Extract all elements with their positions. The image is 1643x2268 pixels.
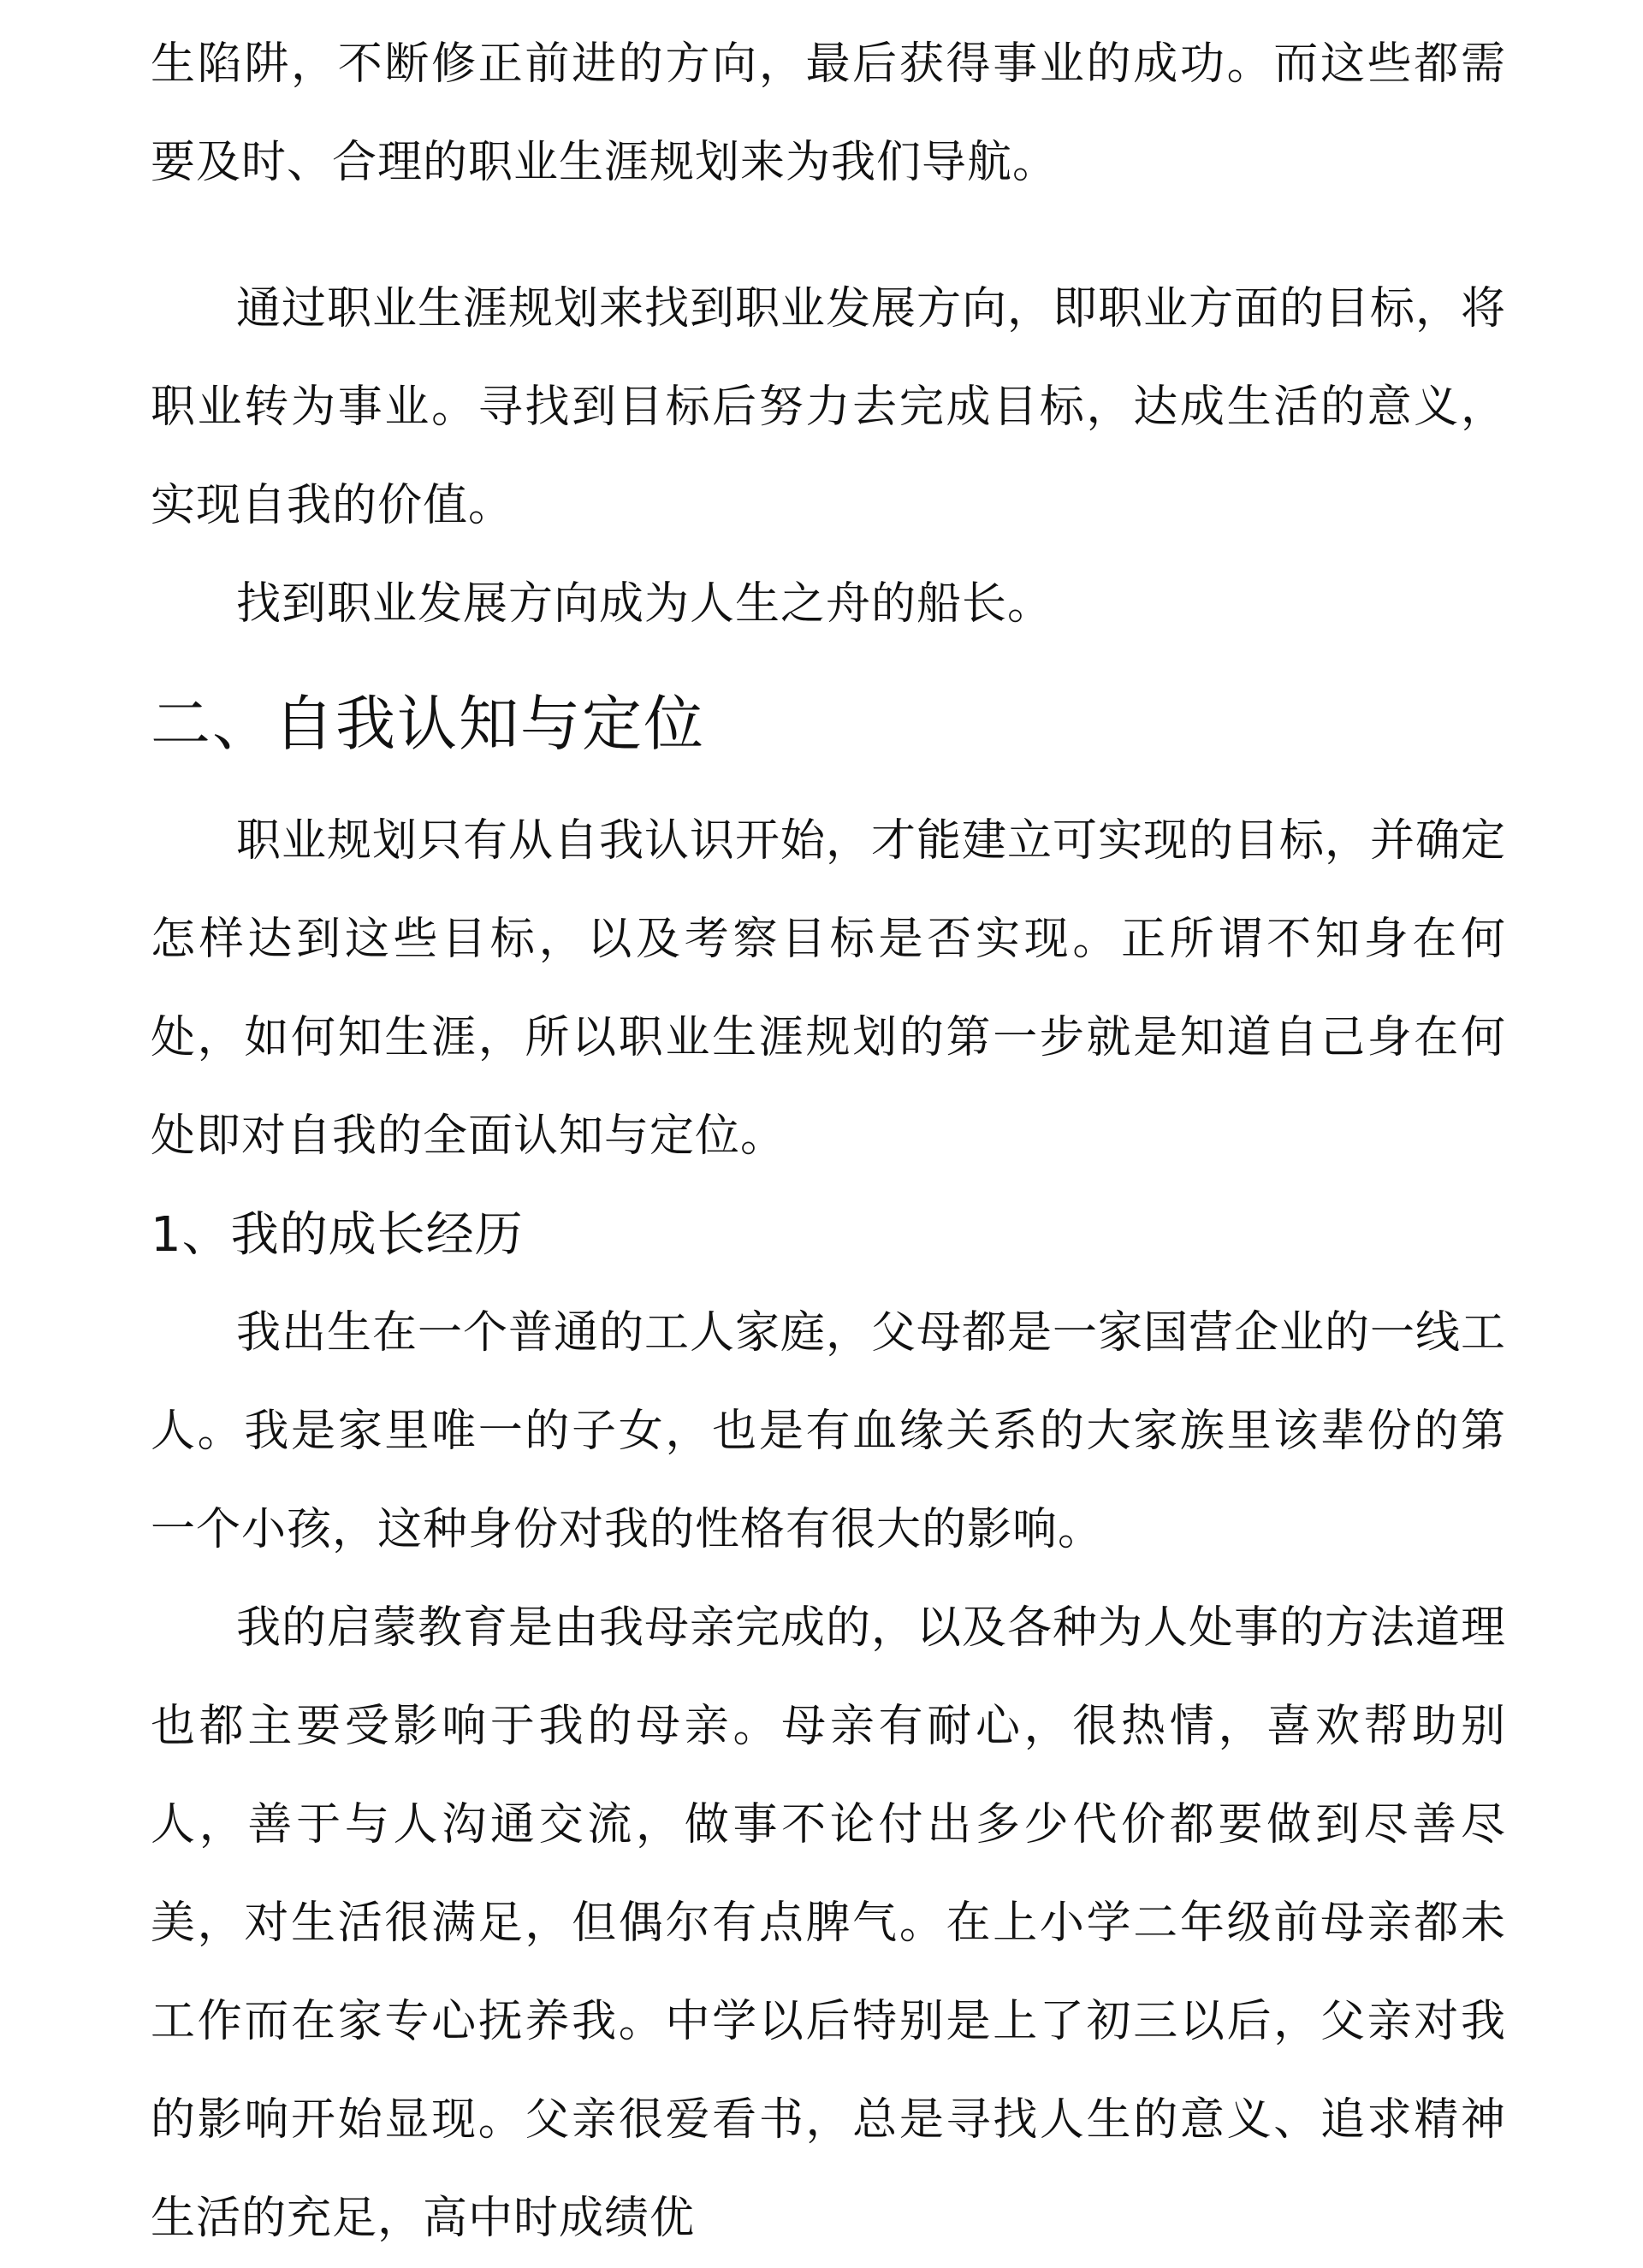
paragraph-mother-influence: 我的启蒙教育是由我母亲完成的，以及各种为人处事的方法道理也都主要受影响于我的母亲。母亲有耐心，很热情，喜欢帮助别人，善于与人沟通交流，做事不论付出多少代价都要做到尽善尽美，对生活很满足，但偶尔有点脾气。在上小学二年级前母亲都未工作而在家专心抚养我。中学以后特别是上了初三以后，父亲对我的影响开始显现。父亲很爱看书，总是寻找人生的意义、追求精神生活的充足，高中时成绩优	[151, 1602, 1507, 2244]
subsection-heading-growth: 1、我的成长经历	[151, 1207, 524, 1263]
section-heading-self-cognition: 二、自我认知与定位	[151, 689, 705, 759]
paragraph-captain: 找到职业发展方向成为人生之舟的船长。	[236, 578, 1053, 630]
paragraph-family-background: 我出生在一个普通的工人家庭，父母都是一家国营企业的一线工人。我是家里唯一的子女，也是有血缘关系的大家族里该辈份的第一个小孩，这种身份对我的性格有很大的影响。	[151, 1307, 1507, 1555]
paragraph-navigation-conclusion: 生陷阱，不断修正前进的方向，最后获得事业的成功。而这些都需要及时、合理的职业生涯规划来为我们导航。	[151, 38, 1506, 188]
paragraph-career-direction: 通过职业生涯规划来找到职业发展方向，即职业方面的目标，将职业转为事业。寻找到目标后努力去完成目标，达成生活的意义，实现自我的价值。	[151, 283, 1507, 531]
paragraph-self-cognition-intro: 职业规划只有从自我认识开始，才能建立可实现的目标，并确定怎样达到这些目标，以及考察目标是否实现。正所谓不知身在何处，如何知生涯，所以职业生涯规划的第一步就是知道自己身在何处即对自我的全面认知与定位。	[151, 815, 1507, 1162]
